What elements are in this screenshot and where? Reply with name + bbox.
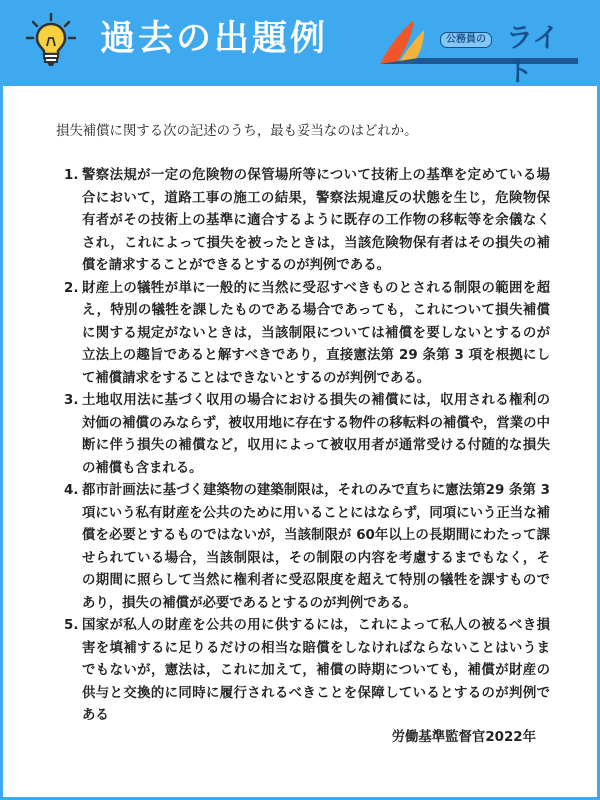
choice-2 — [64, 278, 550, 391]
choice-text: 財産上の犠牲が単に一般的に当然に受忍すべきものとされる制限の範囲を超え，特別の犠牲を課したものである場合であっても，これについて損失補償に関する規定がないときは，当該制限については補償を要しないとするのが立法上の趣旨であると解すべきであり，直接憲法第 29 条第 3 項を根拠にして補償請求をすることはできないとするのが判例である。 — [82, 280, 550, 386]
header-banner — [0, 0, 600, 86]
choice-text: 国家が私人の財産を公共の用に供するには，これによって私人の被るべき損害を填補するに足りるだけの相当な賠償をしなければならないことはいうまでもないが，憲法は，これに加えて，補償の時期についても，補償が財産の供与と交換的に同時に履行されるべきことを保障しているとするのが判例である — [82, 618, 550, 723]
choice-1 — [64, 165, 550, 278]
logo-name: ライト — [506, 23, 560, 88]
lightbulb-icon — [26, 12, 76, 68]
choice-text: 都市計画法に基づく建築物の建築制限は，それのみで直ちに憲法第29 条第 3 項にいう私有財産を公共のために用いることにはならず，同項にいう正当な補償を必要とするものではないが，当該制限が 60年以上の長期間にわたって課せられている場合，当該制限は，その制限の内容を考慮するまでもなく，その期間に照らして当然に権利者に受忍限度を超えて特別の犠牲を課すものであり，損失の補償が必要であるとするのが判例である。 — [82, 483, 550, 611]
choice-number: 5. — [64, 618, 79, 633]
choice-text: 土地収用法に基づく収用の場合における損失の補償には，収用される権利の対価の補償のみならず，被収用地に存在する物件の移転料の補償や，営業の中断に伴う損失の補償など，収用によって被収用者が通常受ける付随的な損失の補償も含まれる。 — [82, 393, 550, 476]
page-title: 過去の出題例 — [100, 19, 329, 59]
choice-number: 2. — [64, 280, 79, 296]
choice-5 — [64, 615, 550, 728]
choice-3 — [64, 390, 550, 480]
choice-text: 警察法規が一定の危険物の保管場所等について技術上の基準を定めている場合において，道路工事の施工の結果，警察法規違反の状態を生じ，危険物保有者がその技術上の基準に適合するように既存の工作物の移転等を余儀なくされ，これによって損失を被ったときは，当該危険物保有者はその損失の補償を請求することができるとするのが判例である。 — [82, 168, 550, 273]
question-text: 損失補償に関する次の記述のうち，最も妥当なのはどれか。 — [56, 124, 418, 139]
choice-number: 3. — [64, 393, 79, 408]
logo-badge: 公務員の — [440, 32, 492, 48]
choice-number: 1. — [64, 168, 79, 183]
choice-4 — [64, 480, 550, 615]
choice-list — [64, 165, 550, 728]
exam-source: 労働基準監督官2022年 — [391, 730, 536, 745]
brand-logo — [378, 18, 578, 88]
choice-number: 4. — [64, 483, 79, 498]
